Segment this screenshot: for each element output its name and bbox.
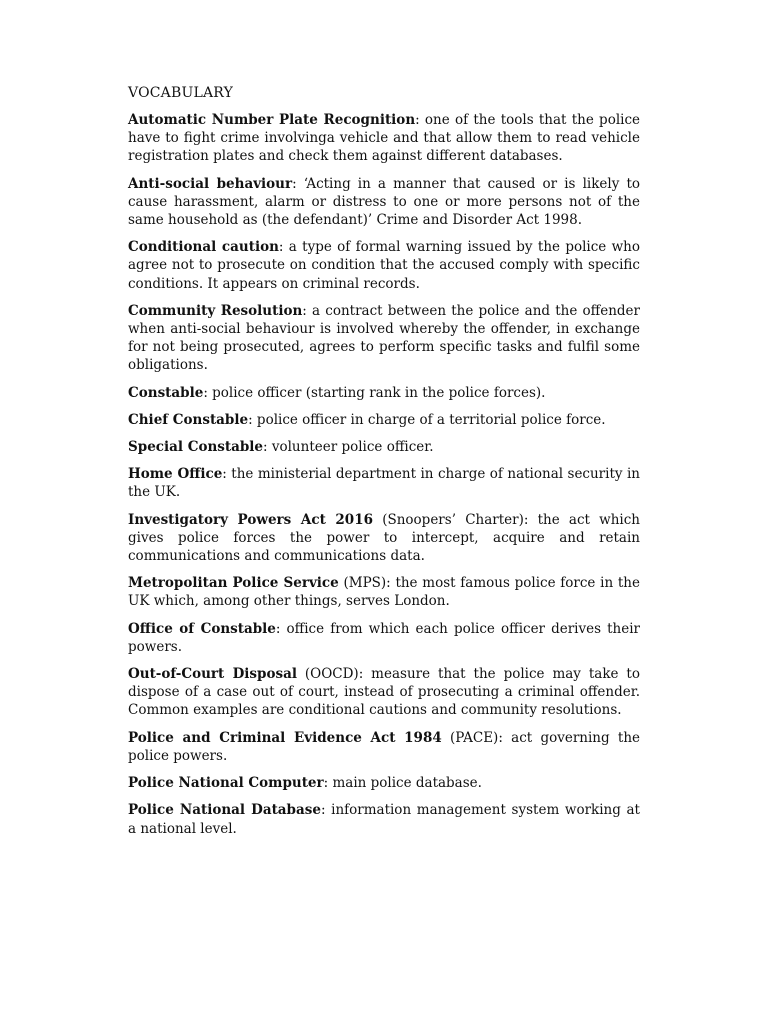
glossary-definition: : the ministerial department in charge of national security in the UK. — [128, 466, 640, 501]
glossary-term: Metropolitan Police Service — [128, 575, 339, 592]
glossary-definition: (PACE): act governing the police powers. — [128, 729, 641, 764]
glossary-entry — [128, 620, 640, 656]
glossary-entry — [128, 511, 640, 566]
glossary-definition: : a contract between the police and the offender when anti-social behaviour is involved whereby the offender, in exchange for not being prosecuted, agrees to perform specific tasks and fulfil some obligations. — [128, 302, 640, 374]
glossary-term: Police National Computer — [128, 775, 324, 792]
glossary-definition: (Snoopers’ Charter): the act which gives police forces the power to intercept, acquire and retain communications and communications data. — [128, 511, 640, 565]
glossary-definition: : volunteer police officer. — [263, 439, 434, 456]
glossary-entry — [128, 411, 640, 429]
glossary-definition: : ‘Acting in a manner that caused or is likely to cause harassment, alarm or distress to one or more persons not of the same household as (the defendant)’ Crime and Disorder Act 1998. — [128, 175, 640, 229]
glossary-entry — [128, 384, 640, 402]
glossary-entry — [128, 574, 640, 610]
glossary-term: Out-of-Court Disposal — [128, 666, 297, 683]
glossary-term: Community Resolution — [128, 302, 303, 319]
glossary-entry — [128, 774, 640, 792]
glossary-term: Investigatory Powers Act 2016 — [128, 511, 373, 528]
glossary-definition: (MPS): the most famous police force in the UK which, among other things, serves London. — [128, 575, 640, 610]
glossary-term: Constable — [128, 384, 204, 401]
glossary-term: Police and Criminal Evidence Act 1984 — [128, 729, 442, 746]
glossary-term: Conditional caution — [128, 239, 279, 256]
glossary-term: Automatic Number Plate Recognition — [128, 112, 416, 128]
glossary-term: Police National Database — [128, 802, 321, 819]
document-page — [128, 82, 640, 847]
glossary-entry — [128, 465, 640, 501]
glossary-definition: : police officer in charge of a territorial police force. — [248, 411, 606, 428]
glossary-term: Home Office — [128, 466, 223, 483]
glossary-term: Office of Constable — [128, 620, 276, 637]
glossary-definition: : one of the tools that the police have to fight crime involvinga vehicle and that allow them to read vehicle registration plates and check them against different databases. — [128, 112, 641, 165]
glossary-definition: : police officer (starting rank in the police forces). — [203, 384, 546, 401]
glossary-definition: : main police database. — [323, 775, 482, 792]
glossary-term: Chief Constable — [128, 411, 249, 428]
glossary-definition: : office from which each police officer derives their powers. — [128, 620, 641, 655]
glossary-entry — [128, 729, 640, 765]
glossary-entry — [128, 111, 640, 166]
glossary-term: Special Constable — [128, 439, 264, 456]
glossary-entry — [128, 175, 640, 230]
glossary-definition: : information management system working at a national level. — [128, 802, 640, 837]
glossary-entry — [128, 238, 640, 293]
glossary-entry — [128, 302, 640, 375]
glossary-entry — [128, 665, 640, 720]
glossary-entry — [128, 801, 640, 837]
glossary-definition: : a type of formal warning issued by the police who agree not to prosecute on condition that the accused comply with specific conditions. It appears on criminal records. — [128, 239, 640, 292]
glossary-term: Anti-social behaviour — [128, 175, 293, 192]
glossary-definition: (OOCD): measure that the police may take to dispose of a case out of court, instead of prosecuting a criminal offender. Common examples are conditional cautions and community resolutions. — [128, 666, 640, 719]
glossary-entry — [128, 438, 640, 456]
document-heading: VOCABULARY — [128, 85, 234, 101]
